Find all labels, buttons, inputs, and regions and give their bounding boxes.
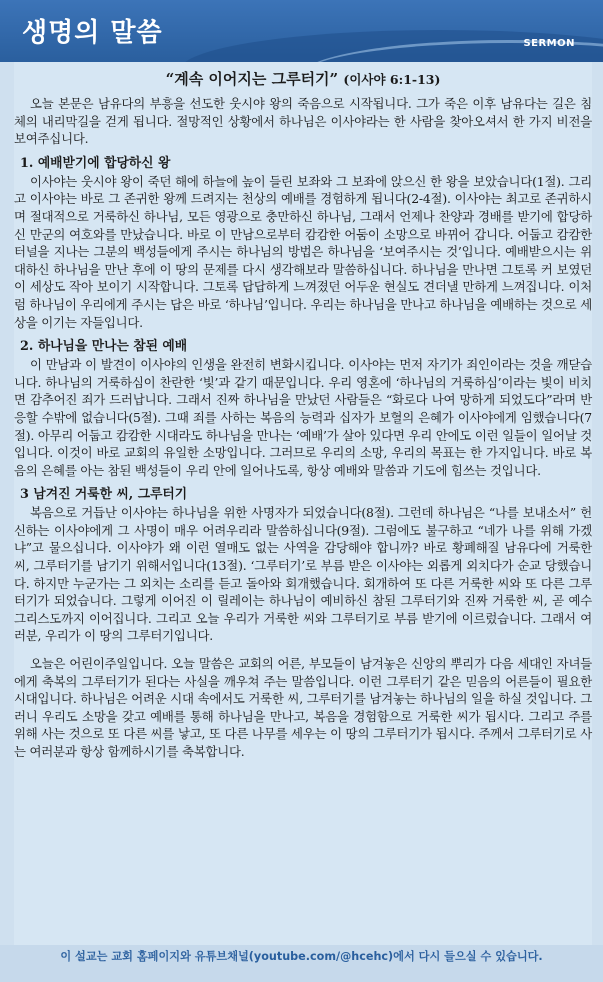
sermon-title: “계속 이어지는 그루터기”: [165, 70, 339, 88]
section-body-3: 복음으로 거듭난 이사야는 하나님을 위한 사명자가 되었습니다(8절). 그런데 하나님은 “나를 보내소서” 헌신하는 이사야에게 그 사명이 매우 어려우리라 말씀하십니다(9절). 그럼에도 불구하고 “네가 나를 위해 가겠냐”고 물으십니다. 이사야가 왜 이런 열매도 없는 사역을 감당해야 합니까? 바로 황폐해질 남유다에 거룩한 씨, 그루터기를 남기기 위해서입니다(13절). ‘그루터기’로 부름 받은 이사야는 외롭게 외치다가 순교 당했습니다. 하지만 누군가는 그 외치는 소리를 듣고 돌아와 회개했습니다. 회개하여 또 다른 거룩한 씨와 또 다른 그루터기가 되었습니다. 그렇게 이어진 이 릴레이는 하나님이 예비하신 참된 그루터기와 진짜 거룩한 씨, 곧 예수 그리스도까지 이어집니다. 그리고 오늘 우리가 거룩한 씨와 그루터기로 부름 받기에 이르렀습니다. 그래서 여러분, 우리가 이 땅의 그루터기입니다.: [14, 505, 592, 644]
sermon-intro: 오늘 본문은 남유다의 부흥을 선도한 웃시야 왕의 죽음으로 시작됩니다. 그가 죽은 이후 남유다는 길은 침체의 내리막길을 걷게 됩니다. 절망적인 상황에서 하나님은 이사야라는 한 사람을 찾아오셔서 한 가지 비전을 보여주십니다.: [14, 96, 592, 147]
sermon-title-line: [14, 68, 592, 89]
header-banner: [0, 0, 603, 62]
sermon-closing: 오늘은 어린이주일입니다. 오늘 말씀은 교회의 어른, 부모들이 남겨놓은 신앙의 뿌리가 다음 세대인 자녀들에게 축복의 그루터기가 된다는 사실을 깨우쳐 주는 말씀입니다. 이런 그루터기 같은 믿음의 어른들이 필요한 시대입니다. 하나님은 어려운 시대 속에서도 거룩한 씨, 그루터기를 남겨놓는 하나님의 일을 하실 것입니다. 그러니 우리도 소망을 갖고 예배를 통해 하나님을 만나고, 복음을 경험함으로 거룩한 씨가 됩시다. 그리고 주를 위해 사는 것으로 또 다른 씨를 낳고, 또 다른 나무를 세우는 이 땅의 그루터기가 됩시다. 주께서 그루터기로 사는 여러분과 항상 함께하시기를 축복합니다.: [14, 656, 592, 759]
scripture-reference: (이사야 6:1-13): [343, 72, 441, 87]
section-heading-1: 1. 예배받기에 합당하신 왕: [20, 155, 171, 171]
section-heading-2: 2. 하나님을 만나는 참된 예배: [20, 339, 188, 355]
section-heading-3: 3 남겨진 거룩한 씨, 그루터기: [20, 487, 188, 503]
section-body-2: 이 만남과 이 발견이 이사야의 인생을 완전히 변화시킵니다. 이사야는 먼저 자기가 죄인이라는 것을 깨닫습니다. 하나님의 거룩하심이 찬란한 ‘빛’과 같기 때문입니다. 우리 영혼에 ‘하나님의 거룩하심’이라는 빛이 비치면 감추어진 죄가 드러납니다. 그래서 진짜 하나님을 만났던 사람들은 “화로다 나여 망하게 되었도다”라며 반응할 수밖에 없습니다(5절). 그때 죄를 사하는 복음의 능력과 십자가 보혈의 은혜가 이사야에게 임했습니다(7절). 아무리 어둡고 캄캄한 시대라도 하나님을 만나는 ‘예배’가 살아 있다면 우리 안에도 이런 일들이 일어날 것입니다. 이것이 바로 교회의 유일한 소망입니다. 그러므로 우리의 소망, 우리의 목표는 한 가지입니다. 바로 복음의 은혜를 아는 참된 백성들이 우리 안에 일어나도록, 항상 예배와 말씀과 기도에 힘쓰는 것입니다.: [14, 357, 593, 478]
header-tag: SERMON: [523, 38, 575, 49]
paragraph-gap: [14, 645, 592, 655]
section-body-1: 이사야는 웃시야 왕이 죽던 해에 하늘에 높이 들린 보좌와 그 보좌에 앉으신 한 왕을 보았습니다(1절). 그리고 이사야는 바로 그 존귀한 왕께 드려지는 천상의 예배를 경험하게 됩니다(2-4절). 이사야는 최고로 존귀하시며 절대적으로 거룩하신 하나님, 모든 영광으로 충만하신 하나님, 그래서 언제나 찬양과 경배를 받기에 합당하신 만군의 여호와를 만났습니다. 바로 이 만남으로부터 캄캄한 어둠이 소망으로 바뀌어 갑니다. 어둡고 캄캄한 터널을 지나는 그분의 백성들에게 주시는 하나님의 방법은 하나님을 ‘보여주시는 것’입니다. 예배받으시는 위대하신 하나님을 만난 후에 이 땅의 문제를 다시 생각해보라 말씀하십니다. 하나님을 만나면 그토록 커 보였던 이 세상도 작아 보이기 시작합니다. 그토록 답답하게 느껴졌던 어두운 현실도 견더낼 만하게 느껴집니다. 이처럼 하나님이 우리에게 주시는 답은 바로 ‘하나님’입니다. 우리는 하나님을 만나고 하나님을 예배하는 것으로 세상을 이기는 자들입니다.: [14, 173, 592, 330]
sermon-content: [14, 62, 592, 945]
header-title: 생명의 말씀: [22, 18, 163, 48]
footer-note: 이 설교는 교회 홈페이지와 유튜브채널(youtube.com/@hcehc)에서 다시 들으실 수 있습니다.: [0, 945, 603, 982]
